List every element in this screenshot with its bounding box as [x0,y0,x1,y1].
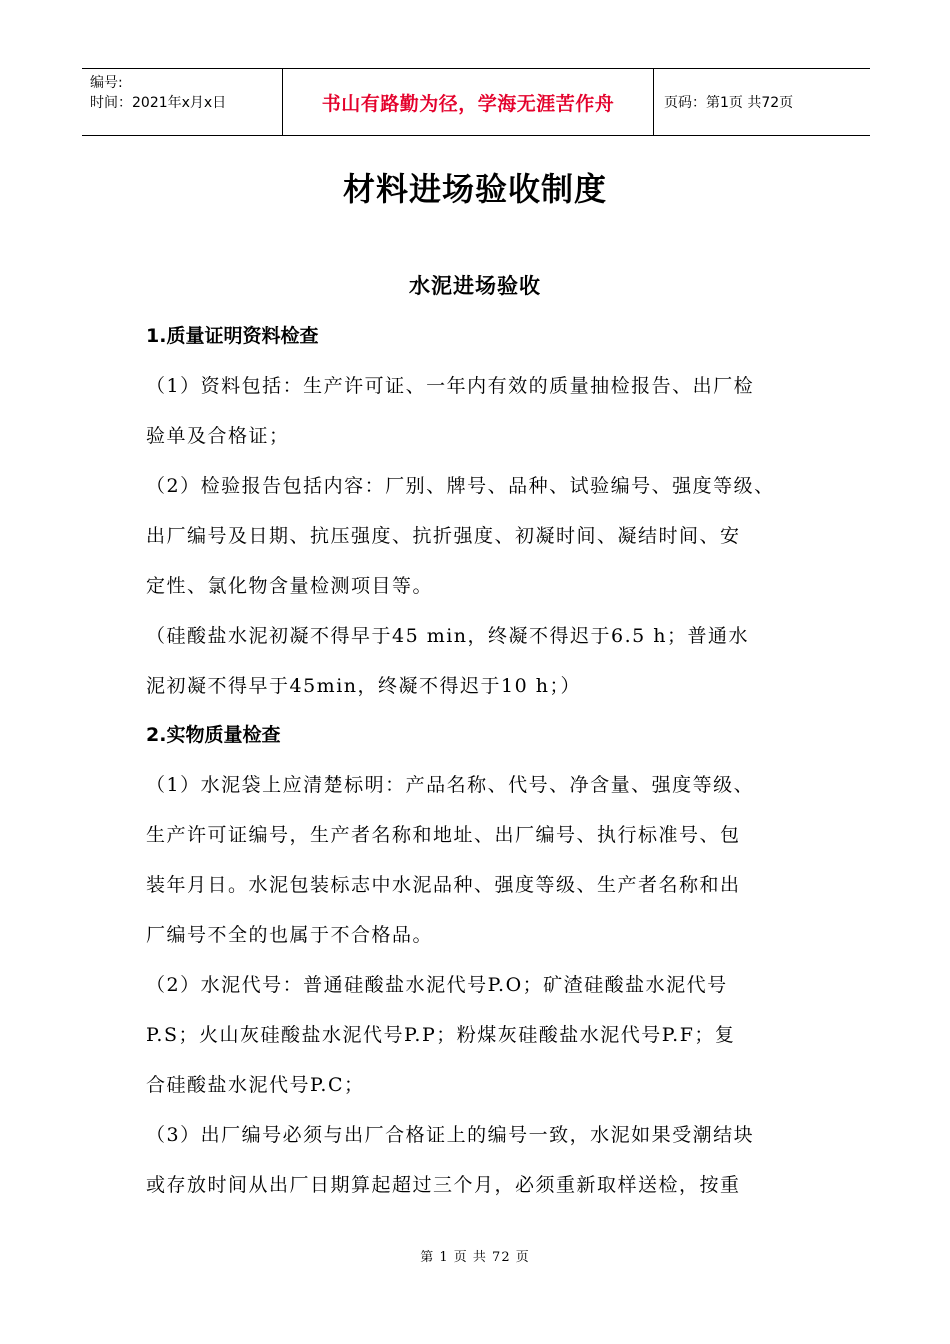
paragraph-line: P.S；火山灰硅酸盐水泥代号P.P；粉煤灰硅酸盐水泥代号P.F；复 [146,1024,736,1046]
paragraph-line: （2）水泥代号：普通硅酸盐水泥代号P.O；矿渣硅酸盐水泥代号 [146,974,728,996]
paragraph-line: 厂编号不全的也属于不合格品。 [146,924,434,946]
paragraph-line: （3）出厂编号必须与出厂合格证上的编号一致，水泥如果受潮结块 [146,1124,755,1146]
header-left-cell [82,69,282,135]
paragraph-line: 装年月日。水泥包装标志中水泥品种、强度等级、生产者名称和出 [146,874,741,896]
heading-physical-quality: 2.实物质量检查 [146,724,281,746]
paragraph-line: （1）资料包括：生产许可证、一年内有效的质量抽检报告、出厂检 [146,375,755,397]
paragraph-line: 泥初凝不得早于45min，终凝不得迟于10 h；） [146,675,581,697]
paragraph-line: 验单及合格证； [146,425,290,447]
paragraph-line: 定性、氯化物含量检测项目等。 [146,575,434,597]
paragraph-line: （1）水泥袋上应清楚标明：产品名称、代号、净含量、强度等级、 [146,774,755,796]
paragraph-line: 合硅酸盐水泥代号P.C； [146,1074,365,1096]
paragraph-line: （2）检验报告包括内容：厂别、牌号、品种、试验编号、强度等级、 [146,475,775,497]
document-title: 材料进场验收制度 [342,170,607,208]
header-page-info: 页码：第1页 共72页 [664,95,794,111]
paragraph-line: （硅酸盐水泥初凝不得早于45 min，终凝不得迟于6.5 h；普通水 [146,625,750,647]
paragraph-line: 或存放时间从出厂日期算起超过三个月，必须重新取样送检，按重 [146,1174,741,1196]
section-title: 水泥进场验收 [409,274,541,298]
paragraph-line: 生产许可证编号，生产者名称和地址、出厂编号、执行标准号、包 [146,824,741,846]
page-footer: 第 1 页 共 72 页 [420,1250,530,1265]
heading-quality-certificate: 1.质量证明资料检查 [146,325,319,347]
document-number-label: 编号: [90,75,123,91]
header-motto: 书山有路勤为径，学海无涯苦作舟 [282,69,654,135]
document-date: 时间：2021年x月x日 [90,95,227,111]
header-table [82,68,870,136]
paragraph-line: 出厂编号及日期、抗压强度、抗折强度、初凝时间、凝结时间、安 [146,525,741,547]
